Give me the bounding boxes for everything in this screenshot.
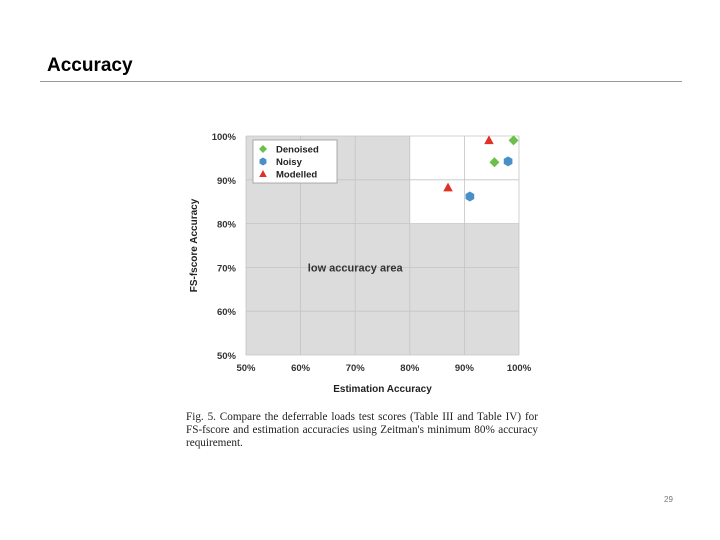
y-axis-label: FS-fscore Accuracy <box>189 198 200 293</box>
x-tick-label: 60% <box>291 363 311 374</box>
y-tick-label: 70% <box>216 263 236 275</box>
chart-canvas <box>180 125 550 400</box>
legend-label: Noisy <box>276 157 302 168</box>
scatter-chart <box>180 125 550 400</box>
x-tick-label: 90% <box>454 363 474 374</box>
slide-title: Accuracy <box>47 55 133 76</box>
legend-label: Modelled <box>276 169 318 181</box>
x-tick-label: 100% <box>506 363 532 374</box>
slide-number: 29 <box>664 495 673 504</box>
figure-caption: Fig. 5. Compare the deferrable loads test scores (Table III and Table IV) for FS-fscore and estimation accuracies using Zeitman's minimum 80% accuracy requirement. <box>186 411 538 449</box>
y-tick-label: 50% <box>216 351 236 362</box>
y-tick-label: 100% <box>211 132 236 143</box>
x-tick-label: 50% <box>236 363 256 374</box>
x-tick-label: 80% <box>400 363 420 374</box>
y-tick-label: 90% <box>216 175 236 187</box>
x-tick-label: 70% <box>345 363 365 374</box>
y-tick-label: 60% <box>216 307 236 319</box>
low-accuracy-annotation: low accuracy area <box>307 262 403 275</box>
title-divider <box>40 81 682 82</box>
chart-legend <box>253 140 337 183</box>
legend-label: Denoised <box>276 144 319 156</box>
y-tick-label: 80% <box>216 219 236 231</box>
x-axis-label: Estimation Accuracy <box>333 384 432 395</box>
